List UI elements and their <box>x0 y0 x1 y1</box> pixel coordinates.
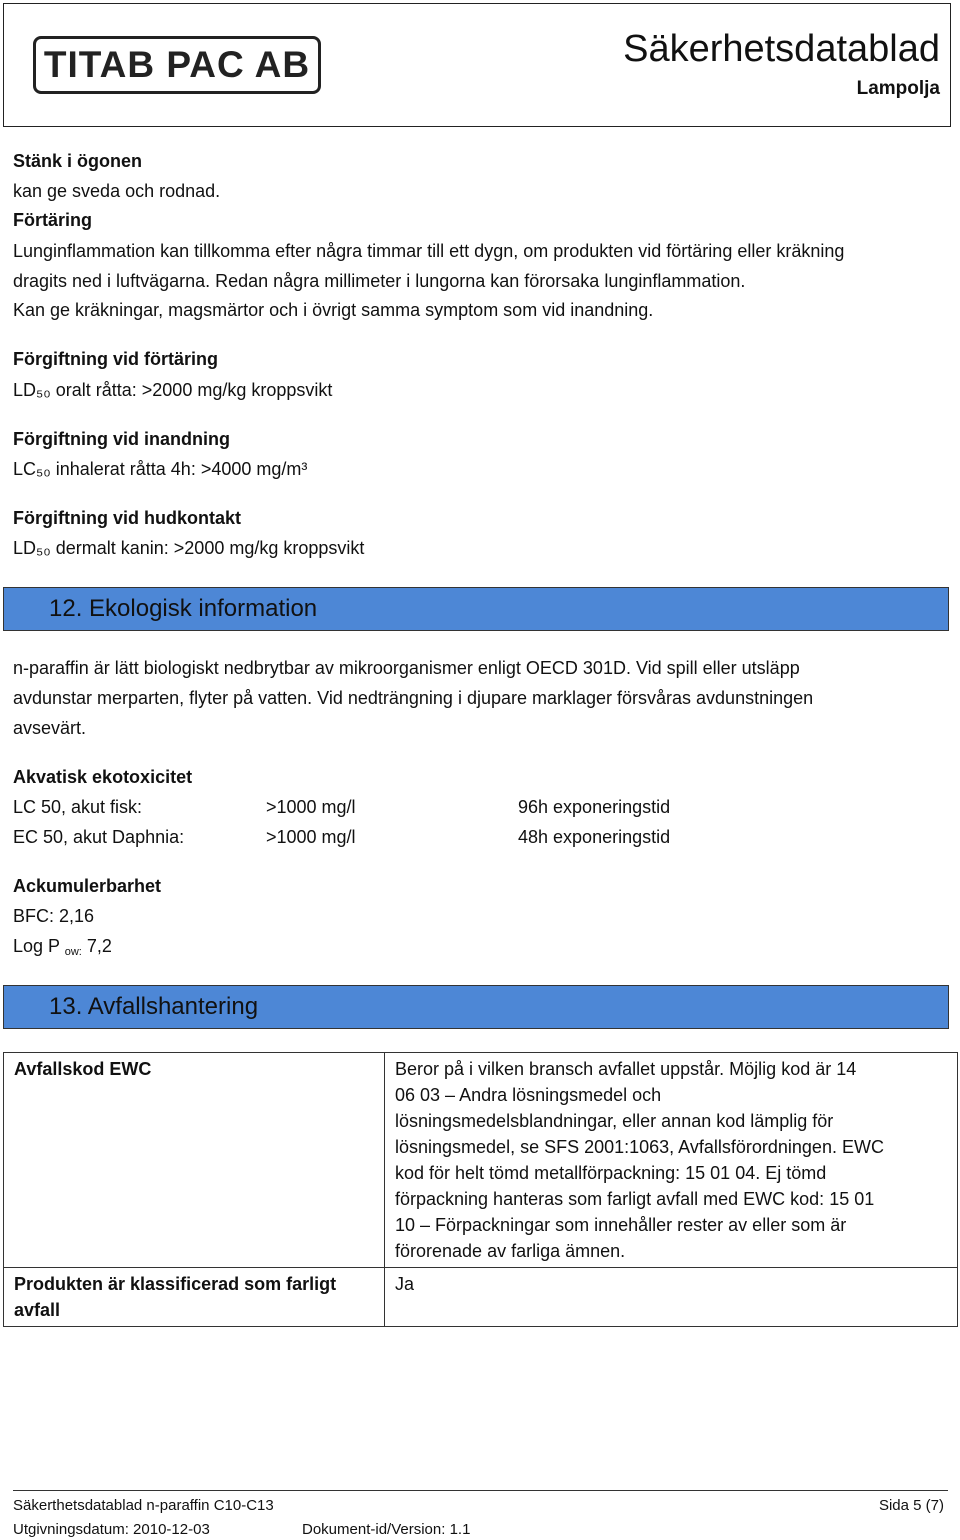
bfc-value: BFC: 2,16 <box>13 906 95 926</box>
waste-table <box>3 1052 958 1327</box>
skin-toxicity-value: LD₅₀ dermalt kanin: >2000 mg/kg kroppsvikt <box>13 538 365 558</box>
product-name: Lampolja <box>856 78 940 99</box>
log-pow-subscript: ow: <box>64 946 82 958</box>
ingestion-line-3: Kan ge kräkningar, magsmärtor och i övrigt samma symptom som vid inandning. <box>13 300 654 320</box>
waste-label-cell <box>4 1053 385 1268</box>
waste-line: kod för helt tömd metallförpackning: 15 01 04. Ej tömd <box>395 1163 827 1183</box>
log-pow-value <box>13 931 112 967</box>
eyes-text: kan ge sveda och rodnad. <box>13 181 221 201</box>
aquatic-row-label: LC 50, akut fisk: <box>13 797 143 817</box>
footer-doc-name: Säkerthetsdatablad n-paraffin C10-C13 <box>13 1497 274 1514</box>
log-pow-prefix: Log P <box>13 936 60 956</box>
table-row <box>4 1268 958 1327</box>
bioaccumulation-heading: Ackumulerbarhet <box>13 876 162 896</box>
footer-issue-date: Utgivningsdatum: 2010-12-03 <box>13 1521 210 1538</box>
waste-line: 06 03 – Andra lösningsmedel och <box>395 1085 662 1105</box>
section-12-title: 12. Ekologisk information <box>49 595 318 622</box>
waste-label: Produkten är klassificerad som farligt avfall <box>14 1274 337 1320</box>
footer-divider <box>13 1490 948 1491</box>
company-logo: TITAB PAC AB <box>33 36 321 94</box>
waste-value-cell <box>385 1053 958 1268</box>
inhalation-toxicity-heading: Förgiftning vid inandning <box>13 429 230 449</box>
waste-label-cell <box>4 1268 385 1327</box>
eco-line-2: avdunstar merparten, flyter på vatten. Vid nedträngning i djupare marklager försvåras avdunstningen <box>13 688 814 708</box>
waste-line: 10 – Förpackningar som innehåller rester av eller som är <box>395 1215 847 1235</box>
aquatic-row-value: >1000 mg/l <box>266 797 356 817</box>
aquatic-heading: Akvatisk ekotoxicitet <box>13 767 193 787</box>
waste-line: lösningsmedel, se SFS 2001:1063, Avfallsförordningen. EWC <box>395 1137 884 1157</box>
log-pow-number: 7,2 <box>81 936 112 956</box>
aquatic-row-label: EC 50, akut Daphnia: <box>13 827 185 847</box>
aquatic-row-exposure: 48h exponeringstid <box>518 827 671 847</box>
waste-line: förorenade av farliga ämnen. <box>395 1241 626 1261</box>
ingestion-heading: Förtäring <box>13 210 92 230</box>
waste-label: Avfallskod EWC <box>14 1059 152 1079</box>
skin-toxicity-heading: Förgiftning vid hudkontakt <box>13 508 241 528</box>
document-title: Säkerhetsdatablad <box>623 28 940 70</box>
table-row <box>4 1053 958 1268</box>
waste-line: förpackning hanteras som farligt avfall med EWC kod: 15 01 <box>395 1189 875 1209</box>
ingestion-line-1: Lunginflammation kan tillkomma efter några timmar till ett dygn, om produkten vid förtäring eller kräkning <box>13 241 845 261</box>
footer-page-number: Sida 5 (7) <box>878 1497 944 1514</box>
oral-toxicity-heading: Förgiftning vid förtäring <box>13 349 218 369</box>
eyes-heading: Stänk i ögonen <box>13 151 143 171</box>
section-13-title: 13. Avfallshantering <box>49 993 259 1020</box>
section-12-header <box>3 587 949 631</box>
footer-doc-id: Dokument-id/Version: 1.1 <box>302 1521 471 1538</box>
oral-toxicity-value: LD₅₀ oralt råtta: >2000 mg/kg kroppsvikt <box>13 380 333 400</box>
ingestion-line-2: dragits ned i luftvägarna. Redan några millimeter i lungorna kan förorsaka lunginflammation. <box>13 271 746 291</box>
eco-line-3: avsevärt. <box>13 718 87 738</box>
inhalation-toxicity-value: LC₅₀ inhalerat råtta 4h: >4000 mg/m³ <box>13 459 308 479</box>
waste-line: Beror på i vilken bransch avfallet uppstår. Möjlig kod är 14 <box>395 1059 857 1079</box>
eco-line-1: n-paraffin är lätt biologiskt nedbrytbar av mikroorganismer enligt OECD 301D. Vid spill eller utsläpp <box>13 658 800 678</box>
aquatic-row-value: >1000 mg/l <box>266 827 356 847</box>
aquatic-row-exposure: 96h exponeringstid <box>518 797 671 817</box>
waste-line: Ja <box>395 1274 415 1294</box>
waste-line: lösningsmedelsblandningar, eller annan kod lämplig för <box>395 1111 834 1131</box>
waste-value-cell <box>385 1268 958 1327</box>
section-13-header <box>3 985 949 1029</box>
